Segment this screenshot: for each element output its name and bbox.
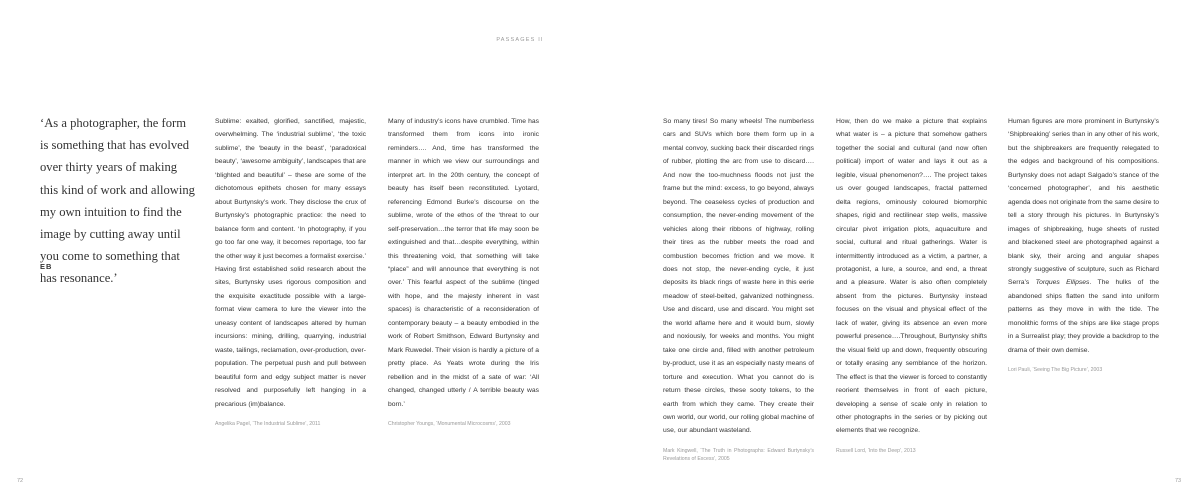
column-citation: Angelika Pagel, ‘The Industrial Sublime’, 2011 [215, 420, 321, 427]
column-citation: Mark Kingwell, ‘The Truth in Photographs: Edward Burtynsky’s Revelations of Excess’, 2005 [663, 447, 814, 462]
text-column-2 [388, 115, 539, 428]
quote-author: EB [40, 262, 53, 271]
quote-line: this kind of work and allowing [40, 182, 195, 197]
artwork-title: Torques Ellipses [1035, 279, 1090, 287]
text-column-4 [836, 115, 987, 455]
text-run: Human figures are more prominent in Burtynsky’s ‘Shipbreaking’ series than in any other of his work, but the shipbreakers are frequently relegated to the edges and background of his compositions. Burtynsky does not adapt Salgado’s stance of the ‘concerned photographer’, and his aesthetic agenda does not originate from the same desire to tell a story through his pictures. In Burtynsky’s images of shipbreaking, huge sheets of rusted and blackened steel are photographed against a blank sky, their arcing and angular shapes strongly suggestive of sculpture, such as Richard Serra’s [1008, 118, 1159, 287]
column-text: Many of industry’s icons have crumbled. Time has transformed them from icons into ironic reminders…. And, time has transformed the manner in which we view our surroundings and interpret art. In the 20th century, the concept of beauty has itself been reconstituted. Lyotard, referencing Edmond Burke’s discourse on the sublime, wrote of the ethos of the ‘threat to our self-preservation…the terror that life may soon be extinguished and that…despite everything, within this threatening void, that something will take “place” and will announce that everything is not over.’ This fearful aspect of the sublime (tinged with hope, and the majesty inherent in vast spaces) is characteristic of a reconsideration of contemporary beauty – a beauty embodied in the work of Robert Smithson, Edward Burtynsky and Mark Ruwedel. Their vision is hardly a picture of a pretty place. As Yeats wrote during the Iris rebellion and in the midst of a sate of war: ‘All changed, changed utterly / A terrible beauty was born.’ [388, 118, 539, 408]
quote-line: over thirty years of making [40, 160, 178, 175]
quote-line: has resonance.’ [40, 271, 118, 286]
quote-line: my own intuition to find the [40, 204, 182, 219]
text-column-1 [215, 115, 366, 428]
running-header: PASSAGES II [496, 37, 544, 43]
page-number-left: 72 [17, 478, 24, 484]
column-text: So many tires! So many wheels! The numberless cars and SUVs which bore them form up in a mental convoy, sucking back their discarded rings of rubber, plotting the arc from use to discard…. And now the too-muchness floods not just the frame but the mind: excess, to go beyond, always beyond. The ceaseless cycles of production and consumption, the never-ending movement of the vehicles along their ribbons of highway, rolling their tires as the rubber meets the road and combustion becomes friction and we move. It does not stop, the never-ending cycle, it just deposits its black rings of waste here in this eerie meadow of steel-belted, galvanized nothingness. Use and discard, use and discard. You might set the world aflame here and it would burn, slowly and noxiously, for weeks and months. You might take one circle and, filled with another petroleum by-product, use it as an especially nasty means of torture and execution. What you cannot do is return these circles, these sooty tokens, to the earth from which they came. They create their own world, our world, our rolling global machine of use, our abundant wasteland. [663, 118, 814, 435]
quote-line: ‘As a photographer, the form [40, 116, 187, 130]
text-column-5 [1008, 115, 1159, 374]
quote-line: you come to something that [40, 249, 180, 264]
text-column-3 [663, 115, 814, 463]
column-text: How, then do we make a picture that explains what water is – a picture that somehow gathers together the social and cultural (and now often political) import of water and lays it out as a legible, visual phenomenon?…. The project takes us over gouged landscapes, fractal patterned delta regions, ominously coloured biomorphic shapes, rigid and rectilinear step wells, massive circular pivot irrigation plots, aquaculture and social, cultural and ritual gatherings. Water is intermittently introduced as a victim, a partner, a protagonist, a lure, a source, and end, a threat and a pleasure. Water is also often completely absent from the pictures. Burtynsky instead focuses on the visual and physical effect of the lack of water, giving its absence an even more powerful presence….Throughout, Burtynsky shifts the visual field up and down, frequently obscuring or totally erasing any semblance of the horizon. The effect is that the viewer is forced to constantly reorient themselves in front of each picture, developing a sense of scale only in relation to other photographs in the series or by picking out elements that we recognize. [836, 118, 987, 435]
column-text: Sublime: exalted, glorified, sanctified, majestic, overwhelming. The ‘industrial sublime’, ‘the toxic sublime’, the ‘beauty in the beast’, ‘paradoxical beauty’, ‘awesome ambiguity’, landscapes that are ‘blighted and beautiful’ – these are some of the dichotomous epithets chosen for many essays about Burtynsky’s work. They disclose the crux of Burtynsky’s photographic practice: the need to balance form and content. ‘In photography, if you go too far one way, it becomes reportage, too far the other way it just becomes a formalist exercise.’ Having first established solid research about the sites, Burtynsky uses rigorous composition and the exquisite exactitude possible with a large-format view camera to lure the viewer into the uneasy content of landscapes altered by human incursions: mining, drilling, quarrying, industrial waste, tailings, reclamation, over-production, over-population. The perpetual push and pull between beautiful form and edgy subject matter is never resolved and purposefully left hanging in a precarious (im)balance. [215, 118, 366, 408]
quote-line: image by cutting away until [40, 227, 181, 242]
column-citation: Christopher Youngs, ‘Monumental Microcosms’, 2003 [388, 420, 511, 427]
quote-line: is something that has evolved [40, 138, 190, 153]
pull-quote [40, 112, 200, 290]
page-number-right: 73 [1175, 478, 1182, 484]
column-citation: Russell Lord, ‘Into the Deep’, 2013 [836, 447, 916, 454]
column-citation: Lori Pauli, ‘Seeing The Big Picture’, 2003 [1008, 367, 1103, 374]
text-run: . The hulks of the abandoned ships flatten the sand into uniform patterns as they move in with the tide. The monolithic forms of the ships are like stage props in a Surrealist play; they provide a backdrop to the drama of their own demise. [1008, 279, 1159, 354]
column-text [1008, 115, 1159, 357]
